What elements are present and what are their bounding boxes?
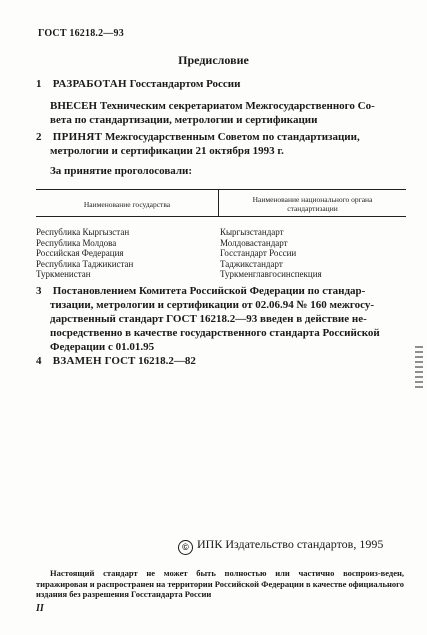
item-3-line-5: Федерации с 01.01.95 [50, 341, 155, 353]
item-4-number: 4 [36, 355, 42, 367]
item-2-keyword: ПРИНЯТ [52, 131, 103, 143]
table-row-state: Республика Молдова [36, 237, 117, 248]
table-header-rule [36, 216, 406, 217]
voted-heading: За принятие проголосовали: [50, 165, 193, 177]
item-4 [36, 354, 406, 368]
page-number: II [36, 603, 44, 614]
item-1-keyword: РАЗРАБОТАН [52, 78, 127, 90]
item-3-line-4: посредственно в качестве государственного стандарта Российской [50, 327, 380, 339]
item-1b-line-2: вета по стандартизации, метрологии и сертификации [50, 114, 318, 126]
item-4-keyword: ВЗАМЕН [52, 355, 102, 367]
item-1 [36, 77, 406, 91]
copyright-text: ИПК Издательство стандартов, 1995 [197, 537, 384, 551]
item-2-line-1: Межгосударственным Советом по стандартизации, [104, 131, 360, 143]
table-top-rule [36, 189, 406, 190]
document-code: ГОСТ 16218.2—93 [38, 28, 124, 39]
table-row-state: Республика Таджикистан [36, 258, 134, 269]
copyright-line [178, 537, 383, 555]
table-header-body-line-2: стандартизации [287, 204, 338, 213]
scan-edge-mark [415, 346, 423, 388]
section-title: Предисловие [178, 53, 249, 67]
table-row-body: Туркменглавгосинспекция [220, 269, 322, 279]
copyright-icon: © [178, 540, 193, 555]
table-column-states [36, 227, 133, 280]
table-row-body: Кыргызстандарт [220, 227, 284, 237]
table-header-body [219, 195, 406, 213]
item-4-text: ГОСТ 16218.2—82 [104, 355, 196, 367]
item-3-line-3: дарственный стандарт ГОСТ 16218.2—93 введен в действие не- [50, 313, 367, 325]
item-3-line-1: Постановлением Комитета Российской Федерации по стандар- [52, 285, 366, 297]
reproduction-notice: Настоящий стандарт не может быть полностью или частично воспроиз-веден, тиражирован и распространен на территории Российской Федерации в качестве официального издания без разрешения Госстандарта России [36, 568, 404, 599]
item-1b-keyword: ВНЕСЕН [50, 100, 98, 112]
table-row-state: Республика Кыргызстан [36, 227, 130, 237]
table-row-state: Российская Федерация [36, 248, 124, 258]
table-row-body: Молдовастандарт [220, 237, 288, 248]
table-column-bodies [220, 227, 322, 280]
table-header-body-line-1: Наименование национального органа [252, 195, 373, 204]
item-2-line-2: метрологии и сертификации 21 октября 1993 г. [50, 145, 284, 157]
item-3 [36, 284, 406, 354]
item-2 [36, 130, 406, 158]
item-1-text: Госстандартом России [129, 78, 241, 90]
item-1b-line-1: Техническим секретариатом Межгосударственного Со- [99, 100, 375, 112]
table-row-body: Таджикстандарт [220, 258, 283, 269]
item-1-submitted [50, 99, 410, 127]
table-header-state: Наименование государства [83, 200, 171, 209]
item-3-line-2: тизации, метрологии и сертификации от 02.06.94 № 160 межгосу- [50, 299, 375, 311]
table-row-body: Госстандарт России [220, 248, 297, 258]
item-2-number: 2 [36, 131, 42, 143]
table-row-state: Туркменистан [36, 269, 91, 279]
item-1-number: 1 [36, 78, 42, 90]
item-3-number: 3 [36, 285, 42, 297]
